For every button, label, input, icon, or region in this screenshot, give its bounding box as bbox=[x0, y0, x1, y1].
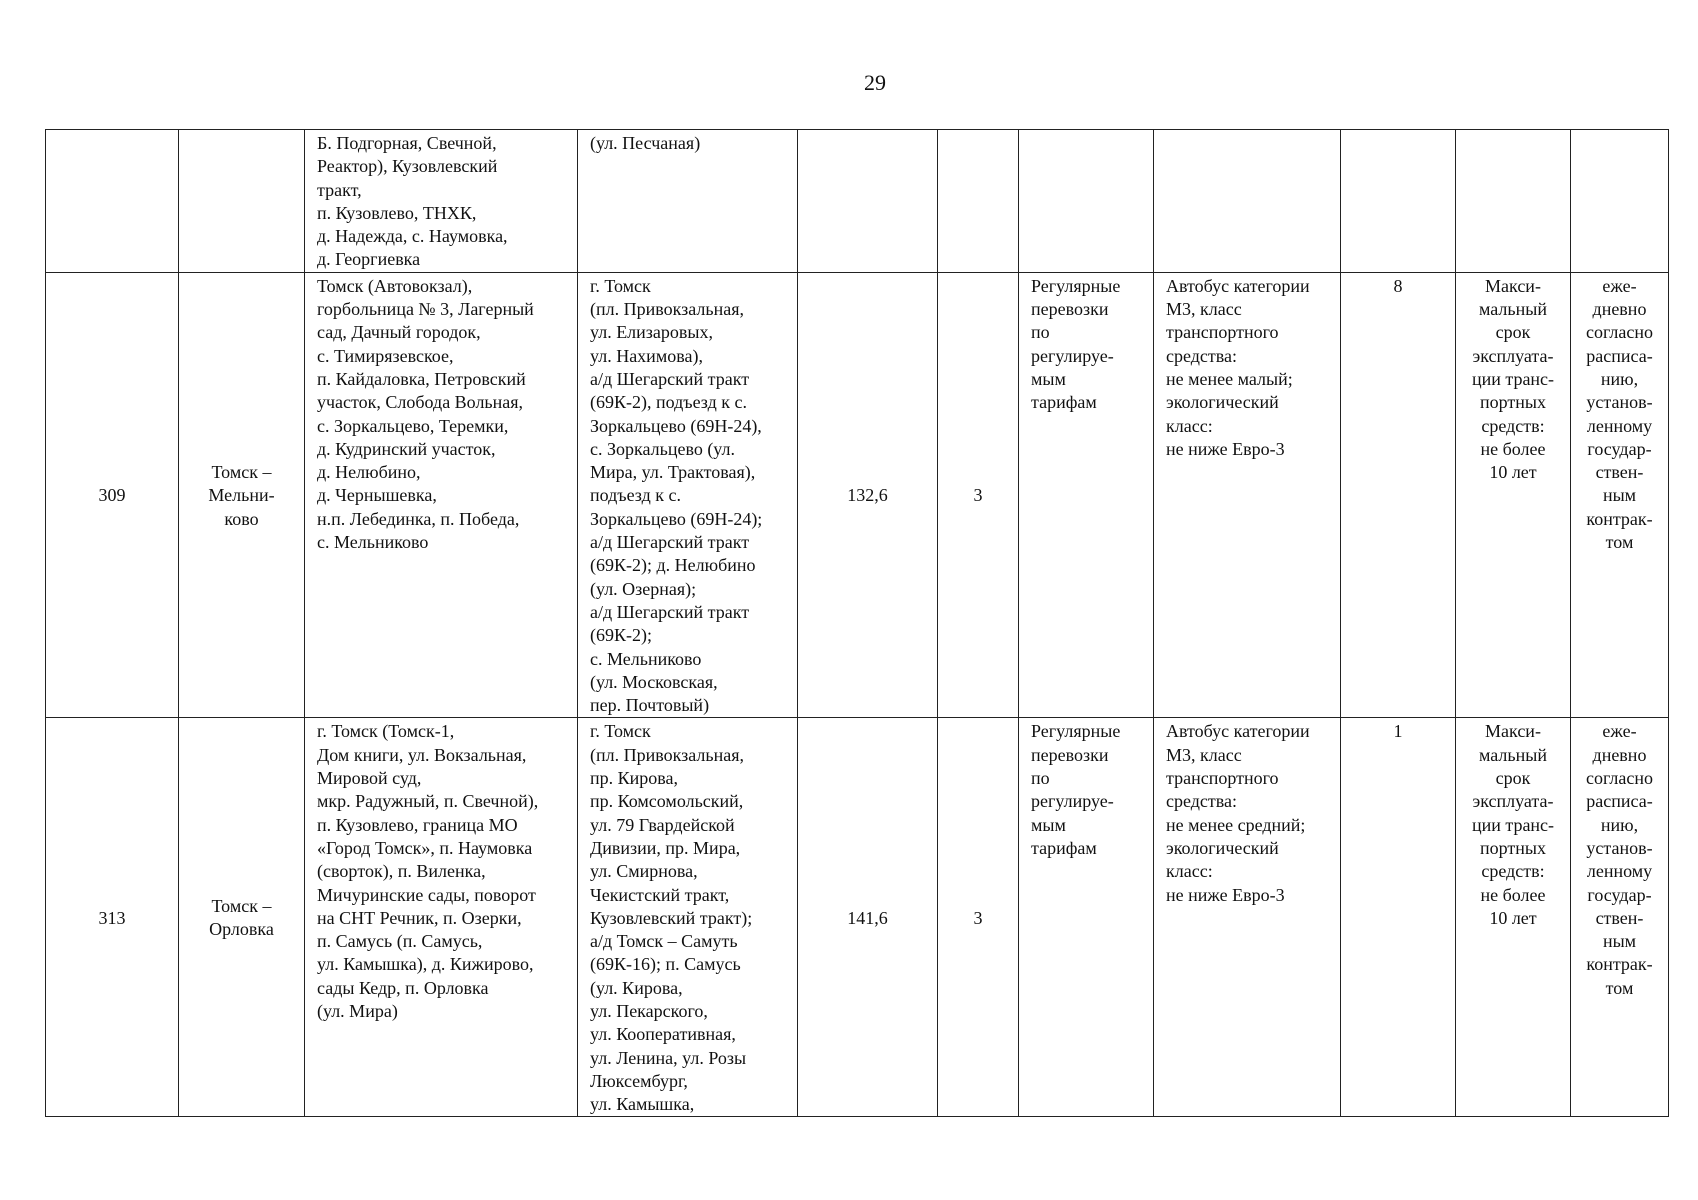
route-number-cell: 313 bbox=[46, 718, 179, 1117]
route-number-cell: 309 bbox=[46, 272, 179, 718]
route-name-cell bbox=[179, 130, 305, 273]
route-streets-cell: г. Томск (пл. Привокзальная, ул. Елизаровых, ул. Нахимова), а/д Шегарский тракт (69К-2), подъезд к с. Зоркальцево (69Н-24), с. Зоркальцево (ул. Мира, ул. Трактовая), подъезд к с. Зоркальцево (69Н-24); а/д Шегарский тракт (69К-2); д. Нелюбино (ул. Озерная); а/д Шегарский тракт (69К-2); с. Мельниково (ул. Московская, пер. Почтовый) bbox=[578, 272, 798, 718]
route-length-cell bbox=[798, 130, 938, 273]
route-streets-cell: (ул. Песчаная) bbox=[578, 130, 798, 273]
schedule-cell: еже- дневно согласно расписа- нию, установ- ленному государ- ствен- ным контрак- том bbox=[1571, 718, 1669, 1117]
vehicle-quantity-cell: 8 bbox=[1341, 272, 1456, 718]
transport-type-cell bbox=[1019, 130, 1154, 273]
route-count-cell bbox=[938, 130, 1019, 273]
transport-type-cell: Регулярные перевозки по регулируе- мым тарифам bbox=[1019, 272, 1154, 718]
table-row bbox=[46, 272, 1669, 718]
page-number: 29 bbox=[864, 70, 886, 95]
route-count-cell: 3 bbox=[938, 272, 1019, 718]
routes-table bbox=[45, 129, 1669, 1117]
schedule-cell bbox=[1571, 130, 1669, 273]
route-length-cell: 132,6 bbox=[798, 272, 938, 718]
route-streets-cell: г. Томск (пл. Привокзальная, пр. Кирова, пр. Комсомольский, ул. 79 Гвардейской Дивизии, пр. Мира, ул. Смирнова, Чекистский тракт, Кузовлевский тракт); а/д Томск – Самуть (69К-16); п. Самусь (ул. Кирова, ул. Пекарского, ул. Кооперативная, ул. Ленина, ул. Розы Люксембург, ул. Камышка, bbox=[578, 718, 798, 1117]
route-count-cell: 3 bbox=[938, 718, 1019, 1117]
route-name-cell: Томск – Орловка bbox=[179, 718, 305, 1117]
vehicle-quantity-cell: 1 bbox=[1341, 718, 1456, 1117]
route-stops-cell: Томск (Автовокзал), горбольница № 3, Лагерный сад, Дачный городок, с. Тимирязевское, п. Кайдаловка, Петровский участок, Слобода Вольная, с. Зоркальцево, Теремки, д. Кудринский участок, д. Нелюбино, д. Чернышевка, н.п. Лебединка, п. Победа, с. Мельниково bbox=[305, 272, 578, 718]
vehicle-cell: Автобус категории М3, класс транспортного средства: не менее средний; экологический класс: не ниже Евро-3 bbox=[1154, 718, 1341, 1117]
route-length-cell: 141,6 bbox=[798, 718, 938, 1117]
max-age-cell: Макси- мальный срок эксплуата- ции транс- портных средств: не более 10 лет bbox=[1456, 718, 1571, 1117]
max-age-cell: Макси- мальный срок эксплуата- ции транс- портных средств: не более 10 лет bbox=[1456, 272, 1571, 718]
route-stops-cell: г. Томск (Томск-1, Дом книги, ул. Вокзальная, Мировой суд, мкр. Радужный, п. Свечной), п. Кузовлево, граница МО «Город Томск», п. Наумовка (своpток), п. Виленка, Мичуринские сады, поворот на СНТ Речник, п. Озерки, п. Самусь (п. Самусь, ул. Камышка), д. Кижирово, сады Кедр, п. Орловка (ул. Мира) bbox=[305, 718, 578, 1117]
vehicle-quantity-cell bbox=[1341, 130, 1456, 273]
route-stops-cell: Б. Подгорная, Свечной, Реактор), Кузовлевский тракт, п. Кузовлево, ТНХК, д. Надежда, с. Наумовка, д. Георгиевка bbox=[305, 130, 578, 273]
transport-type-cell: Регулярные перевозки по регулируе- мым тарифам bbox=[1019, 718, 1154, 1117]
schedule-cell: еже- дневно согласно расписа- нию, установ- ленному государ- ствен- ным контрак- том bbox=[1571, 272, 1669, 718]
vehicle-cell bbox=[1154, 130, 1341, 273]
table-row bbox=[46, 130, 1669, 273]
table-row bbox=[46, 718, 1669, 1117]
route-name-cell: Томск – Мельни- ково bbox=[179, 272, 305, 718]
vehicle-cell: Автобус категории М3, класс транспортного средства: не менее малый; экологический класс: не ниже Евро-3 bbox=[1154, 272, 1341, 718]
max-age-cell bbox=[1456, 130, 1571, 273]
route-number-cell bbox=[46, 130, 179, 273]
